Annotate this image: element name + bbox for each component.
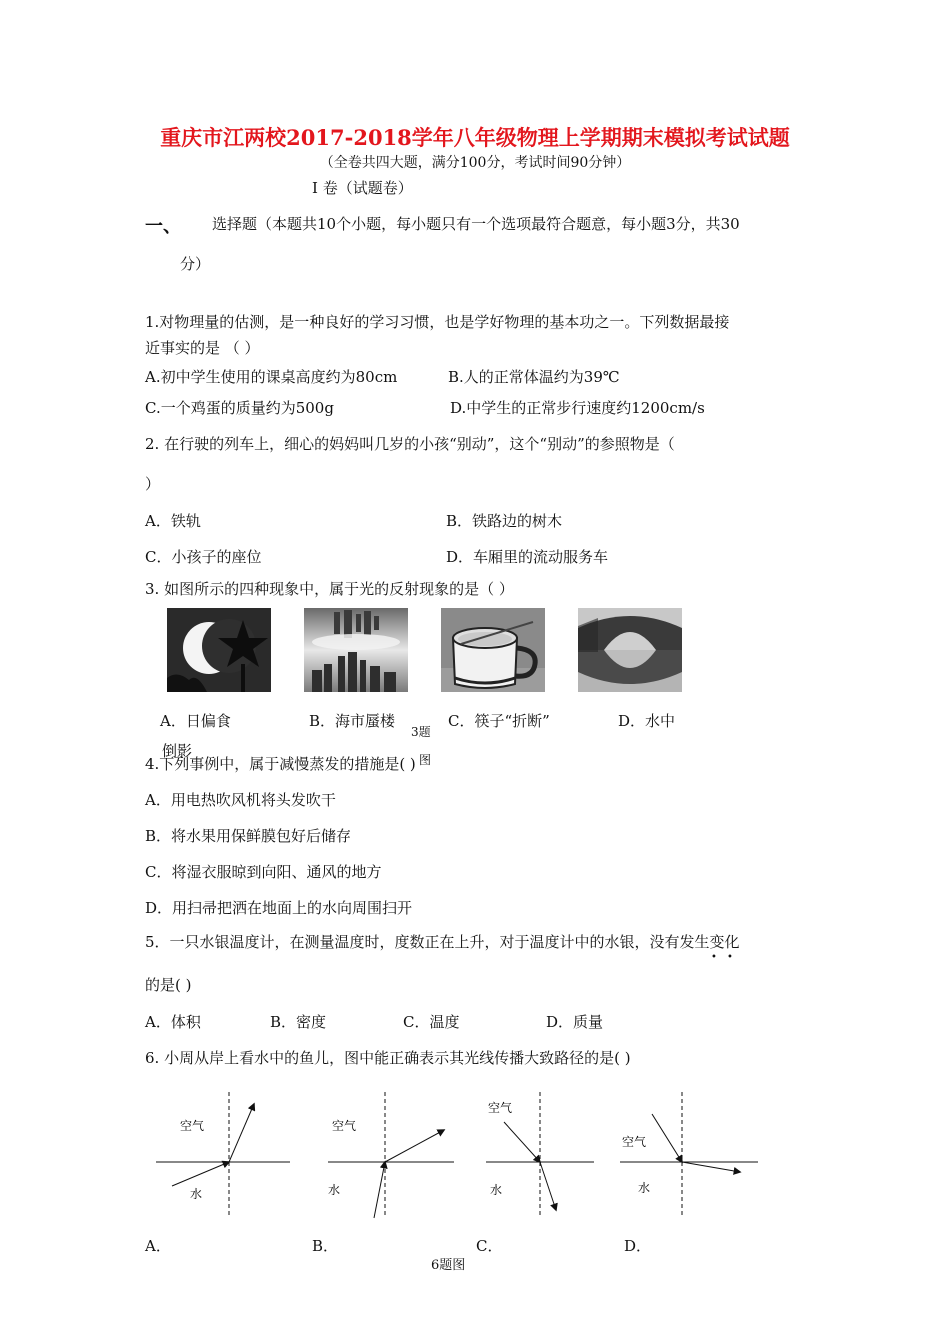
question-6: 6. 小周从岸上看水中的鱼儿，图中能正确表示其光线传播大致路径的是( ) <box>145 1049 631 1067</box>
water-label: 水 <box>328 1183 341 1197</box>
air-label: 空气 <box>488 1101 513 1115</box>
exam-info: （全卷共四大题，满分100分，考试时间90分钟） <box>319 155 631 171</box>
volume-heading: Ⅰ 卷（试题卷） <box>312 179 413 197</box>
question-1-cont: 近事实的是 （ ） <box>145 339 260 357</box>
diagram-c <box>482 1090 627 1220</box>
q6-option-c: C． <box>476 1237 503 1255</box>
question-1: 1.对物理量的估测，是一种良好的学习习惯，也是学好物理的基本功之一。下列数据最接 <box>145 313 730 331</box>
question-3: 3. 如图所示的四种现象中，属于光的反射现象的是（ ） <box>145 580 514 598</box>
diagram-d <box>618 1090 763 1220</box>
q1-option-a: A.初中学生使用的课桌高度约为80cm <box>145 368 398 386</box>
diagram-b <box>322 1090 467 1220</box>
q2-option-c: C．小孩子的座位 <box>145 548 262 566</box>
q3-option-b: B．海市蜃楼 <box>309 712 396 730</box>
q3-figure-label-cont: 图 <box>419 753 432 767</box>
q4-option-c: C．将湿衣服晾到向阳、通风的地方 <box>145 863 382 881</box>
q1-option-d: D.中学生的正常步行速度约1200cm/s <box>450 399 705 417</box>
q5-option-d: D．质量 <box>546 1013 604 1031</box>
air-label: 空气 <box>180 1119 205 1133</box>
page-title: 重庆市江两校2017-2018学年八年级物理上学期期末模拟考试试题 <box>160 125 790 150</box>
question-5-cont: 的是( ) <box>145 976 192 994</box>
q6-option-d: D． <box>624 1237 652 1255</box>
water-label: 水 <box>490 1183 503 1197</box>
q5-option-b: B．密度 <box>270 1013 327 1031</box>
question-4: 4.下列事例中，属于减慢蒸发的措施是( ) <box>145 755 416 773</box>
bridge-photo <box>578 608 682 692</box>
question-2-cont: ） <box>145 475 161 493</box>
section-number: 一、 <box>145 216 181 237</box>
q4-option-d: D．用扫帚把洒在地面上的水向周围扫开 <box>145 899 413 917</box>
q2-option-a: A．铁轨 <box>145 512 201 530</box>
q2-option-d: D．车厢里的流动服务车 <box>446 548 609 566</box>
emphasis-dot: • <box>711 952 717 963</box>
q6-option-b: B． <box>312 1237 339 1255</box>
air-label: 空气 <box>332 1119 357 1133</box>
eclipse-photo <box>167 608 271 692</box>
section-instructions: 选择题（本题共10个小题，每小题只有一个选项最符合题意，每小题3分，共30 <box>212 215 740 233</box>
mirage-photo <box>304 608 408 692</box>
q2-option-b: B．铁路边的树木 <box>446 512 563 530</box>
q4-option-b: B．将水果用保鲜膜包好后储存 <box>145 827 352 845</box>
q1-option-c: C.一个鸡蛋的质量约为500g <box>145 399 334 417</box>
q5-option-c: C．温度 <box>403 1013 460 1031</box>
q6-figure-caption: 6题图 <box>431 1258 466 1273</box>
q3-option-d: D．水中 <box>618 712 676 730</box>
q4-option-a: A．用电热吹风机将头发吹干 <box>145 791 336 809</box>
emphasis-dot: • <box>727 952 733 963</box>
q6-option-a: A． <box>145 1237 171 1255</box>
water-label: 水 <box>190 1187 203 1201</box>
q5-option-a: A．体积 <box>145 1013 201 1031</box>
q3-option-c: C．筷子“折断” <box>448 712 550 730</box>
question-2: 2. 在行驶的列车上，细心的妈妈叫几岁的小孩“别动”，这个“别动”的参照物是（ <box>145 435 675 453</box>
mug-photo <box>441 608 545 692</box>
question-5: 5．一只水银温度计，在测量温度时，度数正在上升，对于温度计中的水银，没有发生变化 <box>145 933 740 951</box>
q3-figure-label: 3题 <box>411 725 431 739</box>
water-label: 水 <box>638 1181 651 1195</box>
q1-option-b: B.人的正常体温约为39℃ <box>448 368 620 386</box>
diagram-a <box>150 1090 295 1220</box>
q3-option-a: A．日偏食 <box>160 712 231 730</box>
section-instructions-cont: 分） <box>180 255 211 273</box>
q3-option-d-cont: 倒影 <box>162 742 193 760</box>
air-label: 空气 <box>622 1135 647 1149</box>
